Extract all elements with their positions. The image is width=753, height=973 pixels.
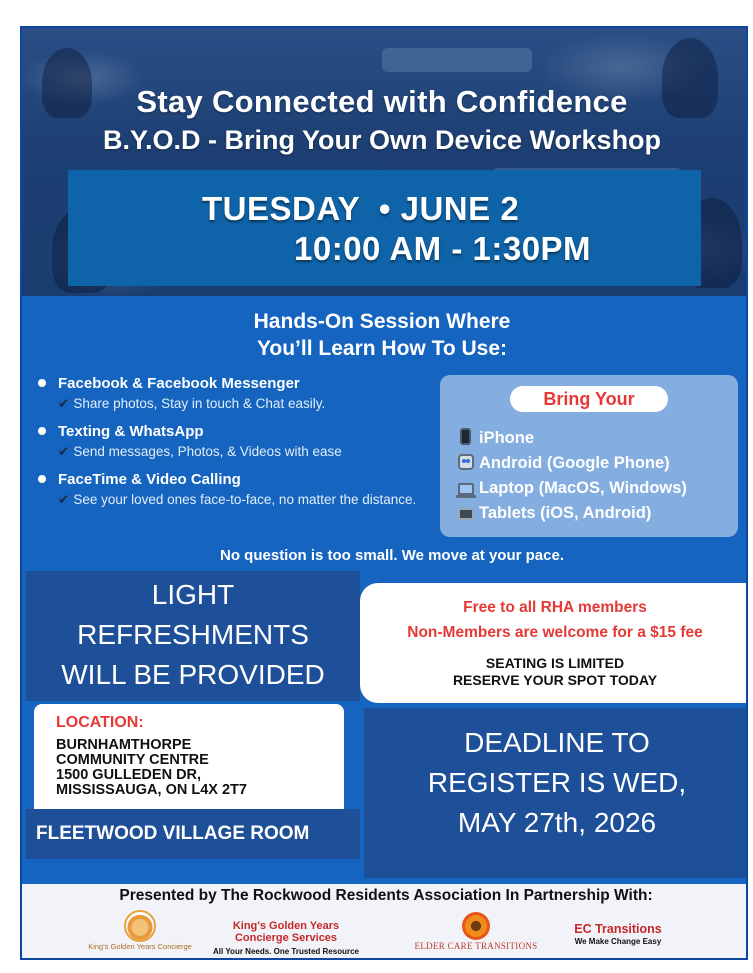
learn-item-title: Texting & WhatsApp [58, 423, 204, 440]
presented-by: Presented by The Rockwood Residents Association In Partnership With: [119, 887, 653, 904]
device-item-laptop [458, 476, 687, 501]
learn-item-description [58, 442, 436, 461]
checkmark-icon: ✔ [58, 444, 70, 459]
logo-name: ELDER CARE TRANSITIONS [414, 941, 538, 951]
event-time: 10:00 AM - 1:30PM [294, 230, 592, 267]
non-member-price: Non-Members are welcome for a $15 fee [407, 624, 703, 641]
deadline-line: DEADLINE TO [464, 727, 650, 758]
learn-item-description [58, 490, 436, 509]
device-item-android [458, 451, 687, 476]
learn-list [36, 374, 436, 518]
learn-item-text: Share photos, Stay in touch & Chat easily. [73, 396, 326, 411]
device-label: Laptop (MacOS, Windows) [479, 479, 687, 497]
logo-caption: King's Golden Years Concierge [88, 942, 192, 951]
bring-your-device-panel [440, 375, 738, 537]
refreshments-panel [26, 571, 360, 701]
logo-name: King's Golden Years Concierge Services [232, 920, 340, 944]
bullet-icon [38, 379, 46, 387]
device-label: Tablets (iOS, Android) [479, 504, 652, 522]
location-line: COMMUNITY CENTRE [56, 752, 209, 768]
logo-tagline: We Make Change Easy [574, 937, 662, 946]
list-item [36, 470, 436, 509]
session-heading-line: Hands-On Session Where [253, 310, 511, 333]
hero-photo-background [22, 28, 748, 296]
event-date: TUESDAY • JUNE 2 [202, 190, 520, 227]
room-name: FLEETWOOD VILLAGE ROOM [26, 809, 360, 859]
member-price: Free to all RHA members [463, 599, 647, 616]
location-line: BURNHAMTHORPE [56, 737, 192, 753]
page-title: Stay Connected with Confidence [136, 84, 628, 119]
seating-note: SEATING IS LIMITED [485, 655, 625, 671]
logo-tagline: All Your Needs. One Trusted Resource [213, 947, 359, 956]
location-panel [34, 704, 344, 809]
checkmark-icon: ✔ [58, 396, 70, 411]
learn-item-text: Send messages, Photos, & Videos with ease [73, 444, 342, 459]
refreshments-line: WILL BE PROVIDED [61, 659, 325, 690]
laptop-icon [458, 483, 474, 495]
bring-your-label: Bring Your [510, 386, 668, 412]
location-label: LOCATION: [56, 714, 144, 731]
page-subtitle: B.Y.O.D - Bring Your Own Device Workshop [102, 125, 662, 155]
location-line: 1500 GULLEDEN DR, [56, 767, 202, 783]
learn-item-title: Facebook & Facebook Messenger [58, 375, 300, 392]
partners-footer [22, 884, 748, 960]
event-date-box [68, 170, 701, 286]
lotus-hands-icon [124, 910, 156, 942]
ec-transitions-logo [558, 922, 678, 947]
sunflower-icon [462, 912, 490, 940]
pricing-panel [360, 583, 748, 703]
device-label: Android (Google Phone) [479, 454, 670, 472]
bullet-icon [38, 427, 46, 435]
location-line: MISSISSAUGA, ON L4X 2T7 [56, 782, 247, 798]
workshop-flyer [20, 26, 748, 960]
robot-icon [458, 454, 474, 470]
phone-icon [460, 428, 471, 445]
learn-item-description [58, 394, 436, 413]
background-table [382, 48, 532, 72]
deadline-line: REGISTER IS WED, [427, 767, 687, 798]
elder-care-transitions-logo [414, 912, 538, 952]
kings-golden-years-services-logo [206, 920, 366, 957]
deadline-panel [364, 708, 748, 878]
device-item-tablet [458, 501, 687, 526]
pace-note: No question is too small. We move at your pace. [220, 547, 564, 564]
session-heading-line: You’ll Learn How To Use: [256, 337, 508, 360]
bullet-icon [38, 475, 46, 483]
session-heading [22, 308, 742, 362]
learn-item-title: FaceTime & Video Calling [58, 471, 241, 488]
list-item [36, 374, 436, 413]
logo-name: EC Transitions [574, 922, 662, 936]
device-item-iphone [458, 426, 687, 451]
tablet-icon [458, 508, 474, 520]
list-item [36, 422, 436, 461]
refreshments-line: LIGHT [151, 579, 235, 610]
kings-golden-years-logo [84, 910, 196, 960]
checkmark-icon: ✔ [58, 492, 70, 507]
learn-item-text: See your loved ones face-to-face, no matter the distance. [73, 492, 417, 507]
reserve-note: RESERVE YOUR SPOT TODAY [452, 672, 658, 688]
deadline-line: MAY 27th, 2026 [457, 807, 657, 838]
refreshments-line: REFRESHMENTS [77, 619, 309, 650]
device-label: iPhone [479, 429, 535, 447]
device-list [458, 426, 687, 526]
